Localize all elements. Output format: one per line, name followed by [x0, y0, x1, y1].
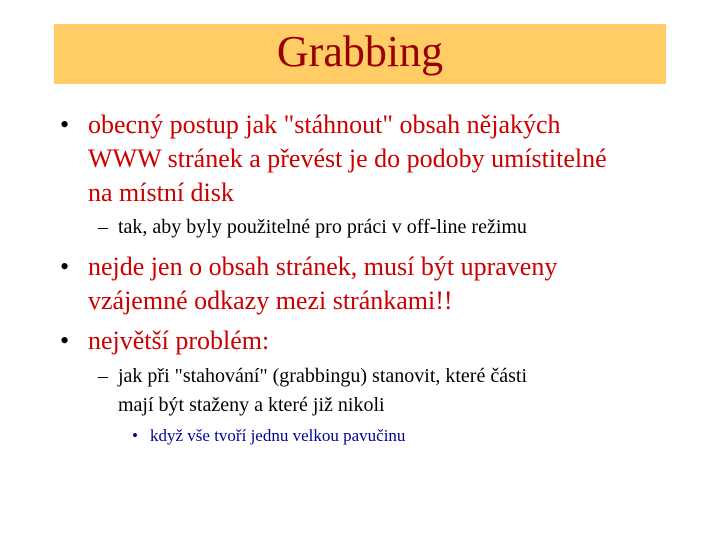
bullet-2 [60, 250, 700, 318]
bullet-1-line-2: WWW stránek a převést je do podoby umístitelné [88, 144, 607, 173]
bullet-marker: • [60, 326, 70, 355]
sub-bullet-2-line-2: mají být staženy a které již nikoli [118, 394, 385, 416]
sub-sub-bullet-1 [132, 425, 692, 447]
bullet-marker: • [60, 110, 70, 139]
sub-bullet-2 [98, 362, 698, 420]
sub-bullet-1-line-1: tak, aby byly použitelné pro práci v off-line režimu [118, 216, 527, 238]
bullet-2-line-1: nejde jen o obsah stránek, musí být upraveny [88, 252, 558, 281]
dash-marker: – [98, 365, 108, 387]
bullet-3-line-1: největší problém: [88, 326, 270, 355]
sub-bullet-2-line-1: jak při "stahování" (grabbingu) stanovit, které části [118, 365, 527, 387]
bullet-1 [60, 108, 700, 210]
bullet-3 [60, 324, 700, 358]
bullet-1-line-3: na místní disk [88, 178, 234, 207]
slide-title: Grabbing [276, 27, 444, 76]
bullet-marker: • [60, 252, 70, 281]
sub-sub-bullet-1-line-1: když vše tvoří jednu velkou pavučinu [150, 426, 406, 445]
dash-marker: – [98, 216, 108, 238]
bullet-2-line-2: vzájemné odkazy mezi stránkami!! [88, 286, 453, 315]
sub-bullet-1 [98, 213, 698, 242]
bullet-marker-small: • [132, 426, 138, 445]
slide-title-bar [54, 24, 666, 84]
bullet-1-line-1: obecný postup jak "stáhnout" obsah nějakých [88, 110, 561, 139]
